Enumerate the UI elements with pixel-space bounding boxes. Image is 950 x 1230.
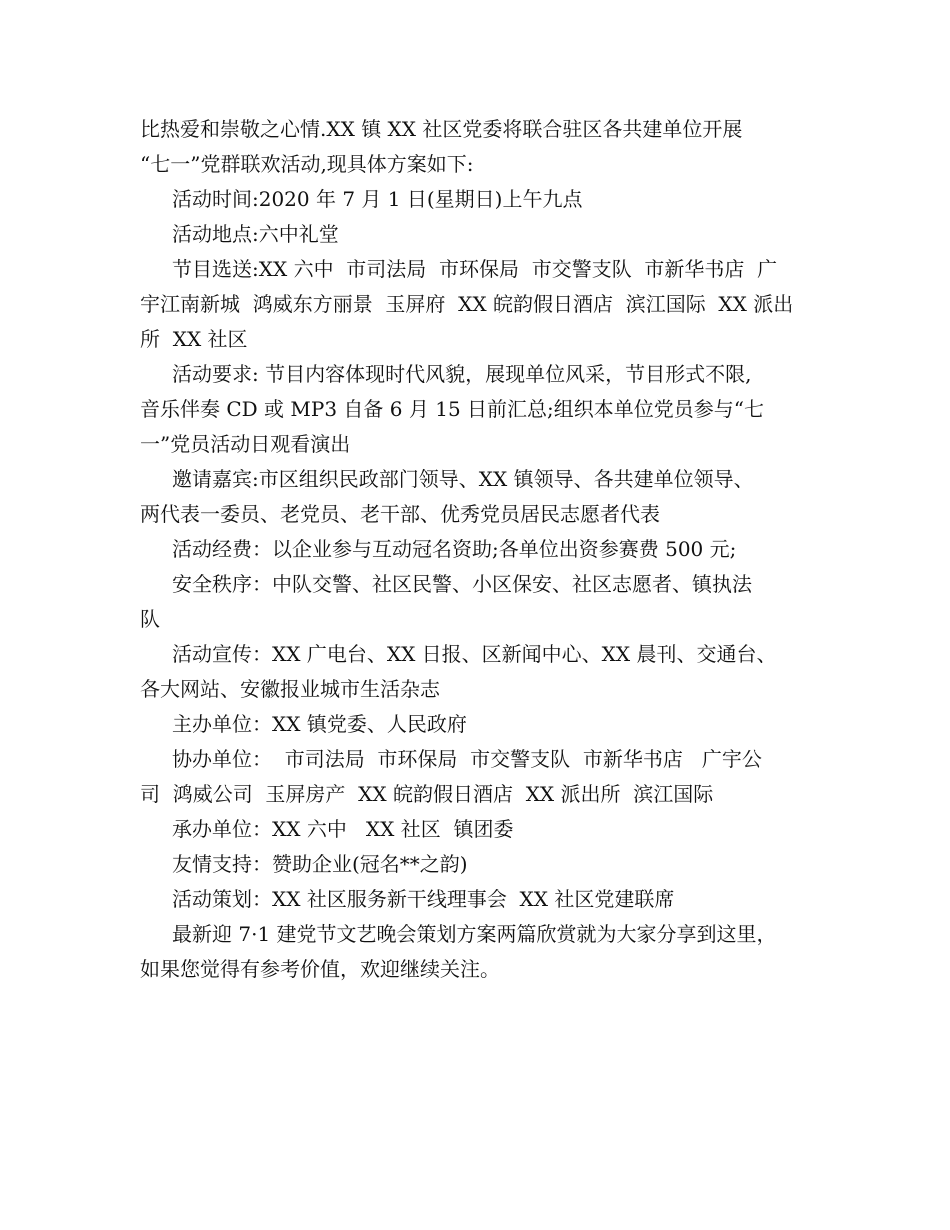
text-line: 活动地点:六中礼堂: [172, 222, 339, 246]
text-line: 音乐伴奏 CD 或 MP3 自备 6 月 15 日前汇总;组织本单位党员参与“七: [140, 397, 764, 421]
text-line: 承办单位：XX 六中 XX 社区 镇团委: [172, 817, 514, 841]
text-line: 一”党员活动日观看演出: [140, 432, 351, 456]
text-line: 主办单位：XX 镇党委、人民政府: [172, 712, 467, 736]
text-line: 节目选送:XX 六中 市司法局 市环保局 市交警支队 市新华书店 广: [172, 257, 778, 281]
text-line: 两代表一委员、老党员、老干部、优秀党员居民志愿者代表: [140, 502, 660, 526]
text-line: 活动时间:2020 年 7 月 1 日(星期日)上午九点: [172, 187, 583, 211]
text-line: 所 XX 社区: [140, 327, 248, 351]
text-line: 活动要求: 节目内容体现时代风貌，展现单位风采，节目形式不限,: [172, 362, 752, 386]
text-line: 如果您觉得有参考价值，欢迎继续关注。: [140, 957, 500, 981]
text-line: 队: [140, 607, 160, 631]
text-line: 邀请嘉宾:市区组织民政部门领导、XX 镇领导、各共建单位领导、: [172, 467, 754, 491]
text-line: 友情支持：赞助企业(冠名**之韵): [172, 852, 468, 876]
text-line: 各大网站、安徽报业城市生活杂志: [140, 677, 440, 701]
text-line: 宇江南新城 鸿威东方丽景 玉屏府 XX 皖韵假日酒店 滨江国际 XX 派出: [140, 292, 794, 316]
text-line: “七一”党群联欢活动,现具体方案如下:: [140, 152, 474, 176]
text-line: 活动策划：XX 社区服务新干线理事会 XX 社区党建联席: [172, 887, 675, 911]
text-line: 安全秩序：中队交警、社区民警、小区保安、社区志愿者、镇执法: [172, 572, 752, 596]
text-line: 协办单位： 市司法局 市环保局 市交警支队 市新华书店 广宇公: [172, 747, 762, 771]
text-line: 司 鸿威公司 玉屏房产 XX 皖韵假日酒店 XX 派出所 滨江国际: [140, 782, 714, 806]
text-line: 活动宣传：XX 广电台、XX 日报、区新闻中心、XX 晨刊、交通台、: [172, 642, 777, 666]
text-line: 最新迎 7·1 建党节文艺晚会策划方案两篇欣赏就为大家分享到这里，: [172, 922, 777, 946]
document-body: [140, 112, 820, 987]
text-line: 比热爱和崇敬之心情.XX 镇 XX 社区党委将联合驻区各共建单位开展: [140, 117, 743, 141]
text-line: 活动经费：以企业参与互动冠名资助;各单位出资参赛费 500 元;: [172, 537, 737, 561]
